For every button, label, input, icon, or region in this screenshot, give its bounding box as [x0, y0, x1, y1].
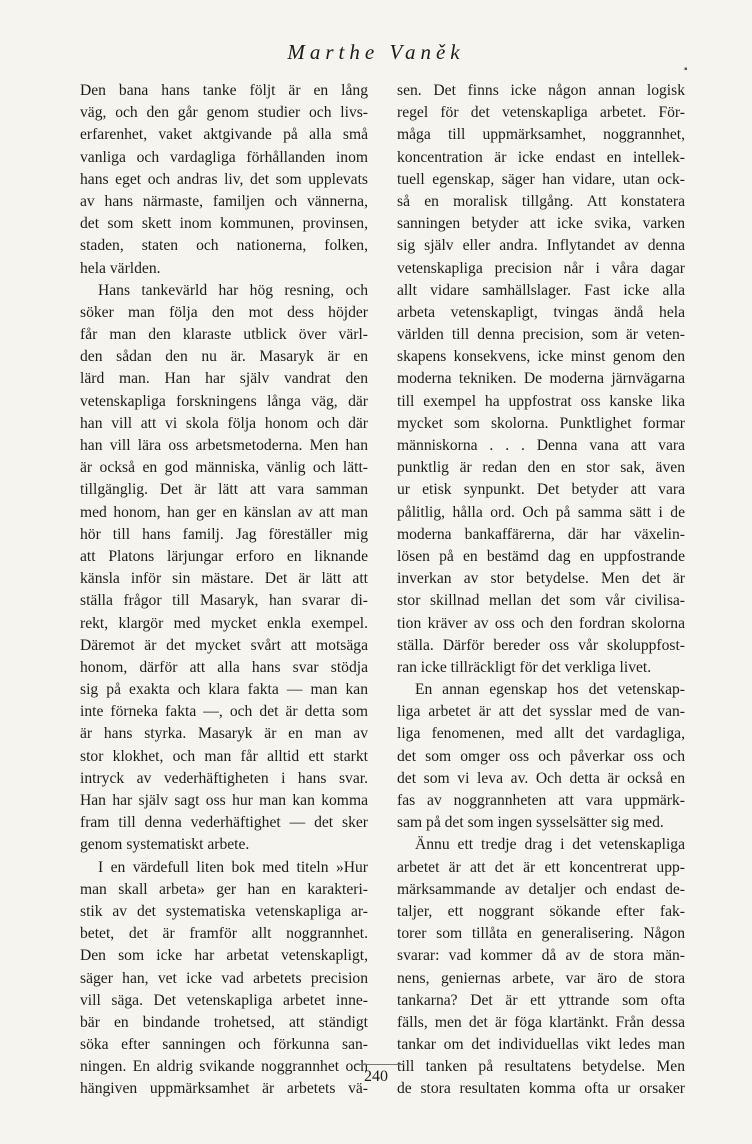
- text-line: ran icke tillräckligt för det verkliga livet.: [397, 658, 652, 676]
- text-line: tankarna? Det är ett yttrande som ofta: [397, 991, 685, 1009]
- text-line: inverkan av stor betydelse. Men det är: [397, 570, 685, 588]
- text-line: ur etisk synpunkt. Det betyder att vara: [397, 481, 685, 499]
- text-line: söka efter sanningen och förkunna san-: [80, 1036, 368, 1054]
- text-line: vetenskapliga precision når i våra dagar: [397, 259, 685, 277]
- text-line: tion kräver av oss och den fordran skolorna: [397, 614, 685, 632]
- text-line: allt vidare samhällslager. Fast icke alla: [397, 281, 685, 299]
- text-line: den sådan den nu är. Masaryk är en: [80, 348, 368, 366]
- text-line: sanningen betyder att icke svika, varken: [397, 215, 685, 233]
- text-line: arbetet är att det är ett koncentrerat upp-: [397, 858, 685, 876]
- text-line: man skall arbeta» ger han en karakteri-: [80, 880, 368, 898]
- text-line: skapens konsekvens, icke minst genom den: [397, 348, 685, 366]
- text-line: Den som icke har arbetat vetenskapligt,: [80, 947, 368, 965]
- text-line: genom systematiskt arbete.: [80, 836, 250, 854]
- text-line: vetenskapliga forskningens långa väg, där: [80, 392, 368, 410]
- text-line: till exempel ha uppfostrat oss kanske lika: [397, 392, 685, 410]
- text-line: Däremot är det mycket svårt att motsäga: [80, 636, 368, 654]
- text-line: han vill lära oss arbetsmetoderna. Men han: [80, 437, 368, 454]
- text-line: stor klokhet, och man får alltid ett starkt: [80, 747, 368, 765]
- text-line: tillgänglig. Det är lätt att vara samman: [80, 481, 368, 499]
- text-line: punktlig är redan den en stor sak, även: [397, 459, 685, 477]
- text-line: sig själv eller andra. Inflytandet av denna: [397, 237, 685, 255]
- text-line: liga arbetet är att det sysslar med de van-: [397, 703, 685, 721]
- text-line: intryck av vederhäftigheten i hans svar.: [80, 769, 368, 787]
- text-line: staden, staten och nationerna, folken,: [80, 237, 368, 255]
- text-line: stik av det systematiska vetenskapliga ar-: [80, 902, 368, 920]
- text-line: sig på exakta och klara fakta — man kan: [80, 681, 368, 699]
- margin-mark: ▪: [684, 64, 688, 75]
- text-line: det som skett inom kommunen, provinsen,: [80, 215, 368, 233]
- text-line: I en värdefull liten bok med titeln »Hur: [98, 858, 368, 876]
- text-line: så en moralisk tillgång. Att konstatera: [397, 192, 685, 210]
- text-line: människorna . . . Denna vana att vara: [397, 437, 685, 454]
- text-line: pålitlig, hålla ord. Och på samma sätt i de: [397, 503, 685, 521]
- text-line: världen till denna precision, som är veten-: [397, 326, 685, 344]
- text-line: hängiven uppmärksamhet är arbetets vä-: [80, 1080, 368, 1098]
- text-line: bär en bindande trohetsed, att ständigt: [80, 1013, 368, 1031]
- text-line: fram till denna vederhäftighet — det sker: [80, 814, 368, 832]
- text-line: betet, det är framför allt noggrannhet.: [80, 925, 368, 943]
- text-line: regel för det vetenskapliga arbetet. För-: [397, 104, 685, 122]
- text-line: Ännu ett tredje drag i det vetenskapliga: [415, 836, 685, 854]
- text-line: torer som tillåta en generalisering. Någon: [397, 925, 685, 943]
- right-column: [397, 80, 685, 1101]
- text-line: det som vi leva av. Och detta är också en: [397, 769, 685, 787]
- text-line: måga till uppmärksamhet, noggrannhet,: [397, 126, 685, 144]
- text-line: svarar: vad kommer då av de stora män-: [397, 947, 685, 965]
- text-line: söker man följa den mot dess höjder: [80, 303, 368, 321]
- text-line: säger han, vet icke vad arbetets precision: [80, 969, 368, 987]
- text-line: är också en god människa, vänlig och lätt-: [80, 459, 368, 477]
- text-line: lösen på en bestämd dag en uppfostrande: [397, 547, 685, 565]
- text-line: sam på det som ingen sysselsätter sig med.: [397, 814, 664, 832]
- text-line: moderna tekniken. De moderna järnvägarna: [397, 370, 685, 388]
- text-line: stor skillnad mellan det som vår civilisa-: [397, 592, 685, 610]
- text-line: inte förneka fakta —, och det är detta som: [80, 703, 368, 721]
- text-line: tankar om det individuellas vikt ledes man: [397, 1036, 685, 1054]
- text-line: Han har själv sagt oss hur man kan komma: [80, 792, 368, 809]
- text-line: märksammande av detaljer och endast de-: [397, 880, 685, 898]
- text-line: nens, geniernas arbete, var äro de stora: [397, 969, 685, 987]
- text-line: En annan egenskap hos det vetenskap-: [415, 681, 685, 699]
- text-line: hans eget och andras liv, det som upplevats: [80, 170, 368, 188]
- text-line: av hans närmaste, familjen och vännerna,: [80, 192, 368, 210]
- text-line: erfarenhet, vaket aktgivande på alla små: [80, 126, 368, 144]
- text-line: får man den klaraste utblick över värl-: [80, 326, 368, 344]
- text-line: fälls, men det är föga klartänkt. Från dessa: [397, 1013, 685, 1031]
- text-line: känsla inför sin mästare. Det är lätt att: [80, 570, 368, 588]
- text-line: är hans styrka. Masaryk är en man av: [80, 725, 368, 743]
- left-column: [80, 80, 368, 1101]
- running-header: Marthe Vaněk: [287, 40, 465, 64]
- text-line: honom, därför att alla hans svar stödja: [80, 658, 368, 676]
- page-number: 240: [364, 1068, 388, 1085]
- text-line: ningen. En aldrig svikande noggrannhet och: [80, 1058, 368, 1076]
- text-line: rekt, klargör med mycket enkla exempel.: [80, 614, 368, 632]
- text-line: vanliga och vardagliga förhållanden inom: [80, 148, 368, 166]
- text-line: med honom, han ger en känslan av att man: [80, 503, 368, 521]
- text-line: han vill att vi skola följa honom och där: [80, 414, 368, 432]
- text-line: att Platons lärjungar erforo en liknande: [80, 547, 368, 565]
- text-line: hela världen.: [80, 259, 161, 277]
- text-line: liga fenomenen, med allt det vardagliga,: [397, 725, 685, 743]
- folio-rule: [356, 1064, 404, 1065]
- text-line: det som omger oss och påverkar oss och: [397, 747, 685, 765]
- text-line: väg, och den går genom studier och livs-: [80, 104, 368, 122]
- text-line: sen. Det finns icke någon annan logisk: [397, 82, 685, 99]
- text-line: koncentration är icke endast en intellek-: [397, 148, 685, 166]
- text-line: mycket som skolorna. Punktlighet formar: [397, 414, 685, 432]
- text-line: taljer, ett noggrant sökande efter fak-: [397, 902, 685, 920]
- text-line: de stora resultaten komma ofta ur orsaker: [397, 1080, 685, 1098]
- text-line: fas av noggrannheten att vara uppmärk-: [397, 792, 685, 809]
- text-line: tuell egenskap, säger han vidare, utan ock-: [397, 170, 685, 188]
- text-line: moderna bankaffärerna, där har växelin-: [397, 525, 685, 543]
- text-line: vill säga. Det vetenskapliga arbetet inne-: [80, 991, 368, 1009]
- text-line: lärd man. Han har själv vandrat den: [80, 370, 368, 388]
- text-line: till tanken på resultatens betydelse. Men: [397, 1058, 685, 1076]
- text-line: ställa frågor till Masaryk, han svarar di-: [80, 592, 368, 610]
- text-line: ställa. Därför bereder oss vår skoluppfost-: [397, 636, 685, 654]
- text-line: Den bana hans tanke följt är en lång: [80, 82, 368, 99]
- text-line: hör till hans familj. Jag föreställer mig: [80, 525, 368, 543]
- text-line: arbeta vetenskapligt, tvingas ändå hela: [397, 303, 685, 321]
- text-line: Hans tankevärld har hög resning, och: [98, 281, 368, 299]
